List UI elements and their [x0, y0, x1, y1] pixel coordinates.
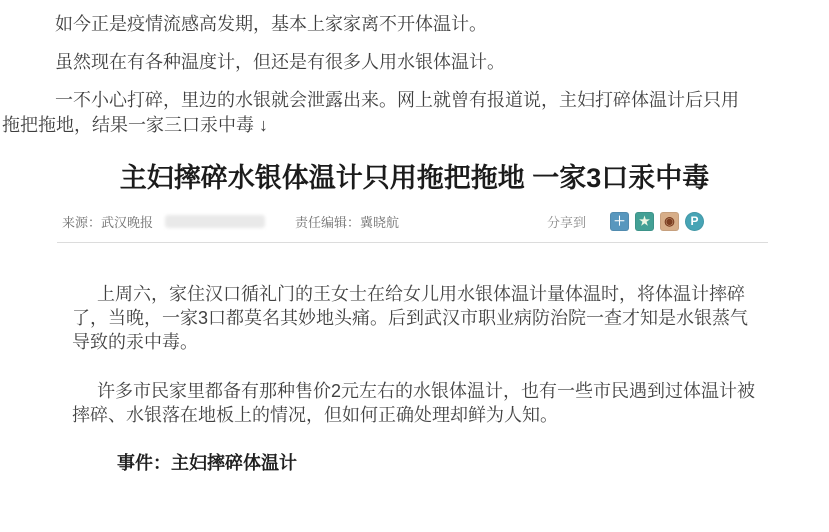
embedded-article — [0, 160, 829, 474]
intro-paragraph-1: 如今正是疫情流感高发期，基本上家家离不开体温计。 — [55, 14, 487, 34]
intro-paragraph-2: 虽然现在有各种温度计，但还是有很多人用水银体温计。 — [55, 52, 505, 72]
share-sina-weibo-icon[interactable]: ◉ — [660, 212, 679, 231]
editor-label: 责任编辑：冀晓航 — [295, 215, 400, 230]
redacted-source-detail — [165, 215, 265, 228]
meta-divider — [57, 242, 768, 243]
article-meta-row — [57, 211, 768, 232]
article-subheading: 事件：主妇摔碎体温计 — [117, 453, 297, 473]
article-body — [72, 282, 757, 474]
source-label: 来源：武汉晚报 — [62, 215, 154, 230]
share-to-label: 分享到 — [546, 215, 586, 230]
body-paragraph-2: 许多市民家里都备有那种售价2元左右的水银体温计，也有一些市民遇到过体温计被摔碎、水银落在地板上的情况，但如何正确处理却鲜为人知。 — [72, 381, 756, 425]
intro-section — [0, 0, 747, 138]
share-more-icon[interactable]: ＋ — [610, 212, 629, 231]
intro-paragraph-3: 一不小心打碎，里边的水银就会泄露出来。网上就曾有报道说，主妇打碎体温计后只用拖把拖地，结果一家三口汞中毒 ↓ — [2, 90, 739, 135]
body-paragraph-1: 上周六，家住汉口循礼门的王女士在给女儿用水银体温计量体温时，将体温计摔碎了，当晚，一家3口都莫名其妙地头痛。后到武汉市职业病防治院一查才知是水银蒸气导致的汞中毒。 — [72, 284, 749, 352]
share-qzone-star-icon[interactable]: ★ — [635, 212, 654, 231]
share-tencent-icon[interactable]: P — [685, 212, 704, 231]
article-headline: 主妇摔碎水银体温计只用拖把拖地 一家3口汞中毒 — [119, 163, 710, 193]
